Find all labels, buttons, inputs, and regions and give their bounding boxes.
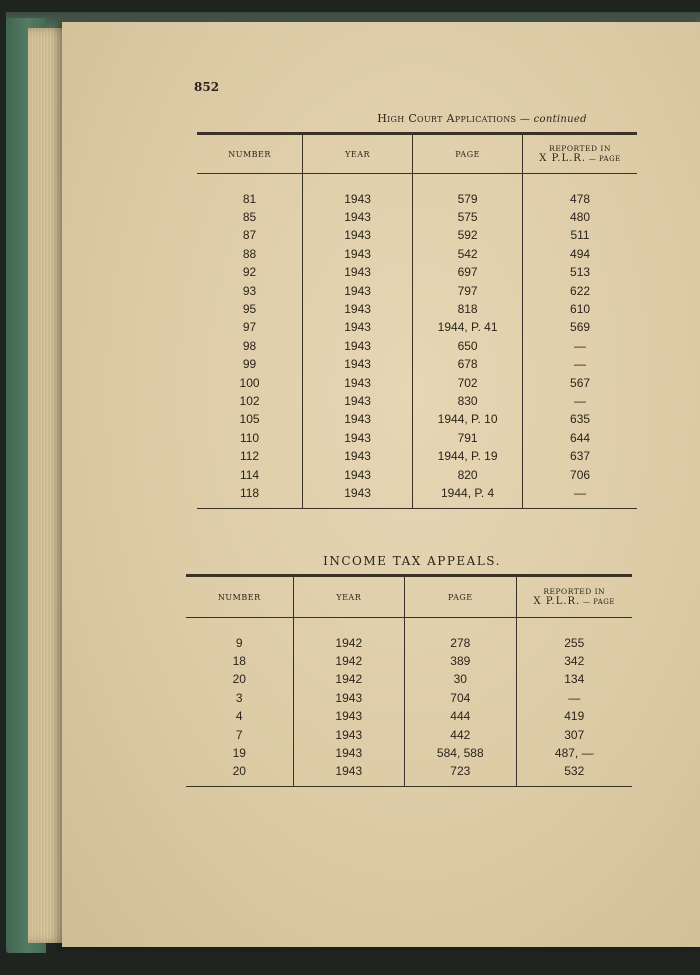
cell-year: 1943: [303, 281, 413, 299]
cell-reported: 307: [564, 727, 585, 742]
cell-page: 723: [405, 762, 517, 780]
cell-page: 30: [405, 670, 517, 688]
cell-year: 1943: [293, 762, 405, 780]
cell-page: 584, 588: [405, 744, 517, 762]
cell-reported: 494: [570, 246, 591, 261]
cell-year: 1943: [303, 447, 413, 465]
table-row: [197, 373, 637, 391]
cell-reported: 487, —: [554, 746, 594, 761]
cell-reported: 342: [564, 654, 585, 669]
table-row: [186, 652, 632, 670]
cell-reported: 637: [570, 449, 591, 464]
table-spacer-row: [197, 502, 637, 508]
cell-page: 702: [413, 373, 523, 391]
table-row: [186, 762, 632, 780]
cell-reported: 635: [570, 412, 591, 427]
table-row: [197, 429, 637, 447]
header-number: NUMBER: [186, 576, 293, 618]
cell-page: 278: [405, 634, 517, 652]
cell-page: 678: [413, 355, 523, 373]
cell-number: 19: [186, 744, 293, 762]
cell-reported: 569: [570, 320, 591, 335]
header-reported: [516, 576, 632, 618]
header-number: NUMBER: [197, 134, 303, 174]
cell-number: 18: [186, 652, 293, 670]
cell-reported: —: [574, 485, 587, 500]
high-court-section-title: [262, 112, 700, 125]
cell-number: 110: [197, 429, 303, 447]
cell-year: 1942: [293, 652, 405, 670]
cell-year: 1943: [303, 429, 413, 447]
table-row: [197, 484, 637, 502]
cell-number: 114: [197, 465, 303, 483]
cell-reported: 513: [570, 265, 591, 280]
cell-reported: 255: [564, 635, 585, 650]
table-spacer-row: [197, 174, 637, 190]
table-row: [186, 707, 632, 725]
header-xplr: [517, 596, 632, 607]
table-row: [197, 245, 637, 263]
cell-number: 81: [197, 190, 303, 208]
header-reported-in: REPORTED IN: [549, 144, 611, 153]
header-xplr: [523, 153, 637, 164]
cell-number: 102: [197, 392, 303, 410]
cell-reported: —: [574, 393, 587, 408]
cell-year: 1943: [303, 190, 413, 208]
income-tax-table-body: [186, 618, 632, 787]
table-row: [186, 744, 632, 762]
cell-page: 444: [405, 707, 517, 725]
cell-year: 1942: [293, 634, 405, 652]
page-number: 852: [194, 80, 220, 94]
title-continued: continued: [533, 114, 587, 125]
title-dash: —: [516, 114, 534, 125]
cell-year: 1943: [293, 725, 405, 743]
cell-reported: 480: [570, 210, 591, 225]
table-row: [197, 447, 637, 465]
cell-year: 1943: [303, 226, 413, 244]
cell-year: 1943: [303, 465, 413, 483]
cell-page: 575: [413, 208, 523, 226]
cell-year: 1943: [303, 355, 413, 373]
cell-page: 820: [413, 465, 523, 483]
cell-number: 88: [197, 245, 303, 263]
cell-year: 1943: [303, 337, 413, 355]
header-year: YEAR: [293, 576, 405, 618]
table-row: [197, 355, 637, 373]
cell-reported: 511: [570, 228, 590, 243]
cell-year: 1943: [303, 300, 413, 318]
table-row: [197, 392, 637, 410]
cell-page: 1944, P. 41: [413, 318, 523, 336]
cell-number: 112: [197, 447, 303, 465]
cell-year: 1943: [293, 744, 405, 762]
high-court-table: [197, 132, 637, 509]
table-header-row: [197, 134, 637, 174]
table-row: [197, 190, 637, 208]
cell-number: 9: [186, 634, 293, 652]
cell-page: 697: [413, 263, 523, 281]
cell-year: 1943: [303, 410, 413, 428]
cell-page: 592: [413, 226, 523, 244]
cell-reported: —: [568, 690, 581, 705]
cell-page: 818: [413, 300, 523, 318]
cell-number: 3: [186, 689, 293, 707]
header-reported: [523, 134, 637, 174]
cell-year: 1943: [303, 318, 413, 336]
cell-page: 442: [405, 725, 517, 743]
header-page: PAGE: [405, 576, 517, 618]
table-spacer-row: [186, 618, 632, 634]
cell-number: 20: [186, 762, 293, 780]
cell-reported: 567: [570, 375, 591, 390]
income-tax-section-title: INCOME TAX APPEALS.: [323, 554, 501, 568]
book-page: [62, 22, 700, 947]
header-reported-in: REPORTED IN: [543, 587, 606, 596]
cell-number: 97: [197, 318, 303, 336]
cell-reported: —: [574, 338, 587, 353]
cell-reported: 706: [570, 467, 591, 482]
table-row: [197, 465, 637, 483]
cell-year: 1943: [303, 263, 413, 281]
cell-reported: 134: [564, 672, 585, 687]
cell-number: 95: [197, 300, 303, 318]
cell-year: 1943: [303, 484, 413, 502]
cell-number: 4: [186, 707, 293, 725]
cell-page: 791: [413, 429, 523, 447]
income-tax-table: [186, 574, 632, 787]
table-row: [186, 725, 632, 743]
table-row: [186, 670, 632, 688]
cell-number: 99: [197, 355, 303, 373]
header-xplr-text: X P.L.R.: [533, 596, 581, 607]
cell-page: 1944, P. 19: [413, 447, 523, 465]
cell-page: 579: [413, 190, 523, 208]
header-xplr-page: — PAGE: [586, 155, 621, 163]
cell-page: 1944, P. 4: [413, 484, 523, 502]
cell-page: 830: [413, 392, 523, 410]
header-xplr-page: — PAGE: [580, 598, 616, 606]
cell-year: 1943: [303, 245, 413, 263]
table-row: [186, 689, 632, 707]
cell-number: 20: [186, 670, 293, 688]
cell-year: 1943: [303, 208, 413, 226]
cell-year: 1943: [303, 373, 413, 391]
cell-number: 93: [197, 281, 303, 299]
table-row: [197, 263, 637, 281]
cell-year: 1943: [293, 689, 405, 707]
cell-number: 98: [197, 337, 303, 355]
cell-number: 92: [197, 263, 303, 281]
table-spacer-row: [186, 781, 632, 787]
cell-page: 797: [413, 281, 523, 299]
header-year: YEAR: [303, 134, 413, 174]
table-row: [197, 318, 637, 336]
cell-year: 1943: [303, 392, 413, 410]
cell-number: 118: [197, 484, 303, 502]
cell-page: 1944, P. 10: [413, 410, 523, 428]
table-row: [197, 281, 637, 299]
cell-number: 85: [197, 208, 303, 226]
cell-reported: 419: [564, 709, 585, 724]
cell-page: 704: [405, 689, 517, 707]
table-row: [197, 337, 637, 355]
table-header-row: [186, 576, 632, 618]
cell-number: 100: [197, 373, 303, 391]
table-row: [197, 208, 637, 226]
cell-reported: 478: [570, 191, 591, 206]
header-page: PAGE: [413, 134, 523, 174]
table-row: [197, 300, 637, 318]
cell-number: 105: [197, 410, 303, 428]
cell-page: 542: [413, 245, 523, 263]
cell-reported: 622: [570, 283, 591, 298]
cell-reported: 644: [570, 430, 591, 445]
cell-page: 650: [413, 337, 523, 355]
header-xplr-text: X P.L.R.: [539, 153, 587, 164]
table-row: [197, 226, 637, 244]
high-court-table-body: [197, 174, 637, 509]
cell-number: 7: [186, 725, 293, 743]
cell-number: 87: [197, 226, 303, 244]
cell-reported: 532: [564, 764, 585, 779]
high-court-title-text: High Court Applications: [377, 112, 517, 125]
cell-page: 389: [405, 652, 517, 670]
table-row: [186, 634, 632, 652]
cell-reported: —: [574, 357, 587, 372]
cell-year: 1942: [293, 670, 405, 688]
table-row: [197, 410, 637, 428]
cell-year: 1943: [293, 707, 405, 725]
cell-reported: 610: [570, 302, 591, 317]
